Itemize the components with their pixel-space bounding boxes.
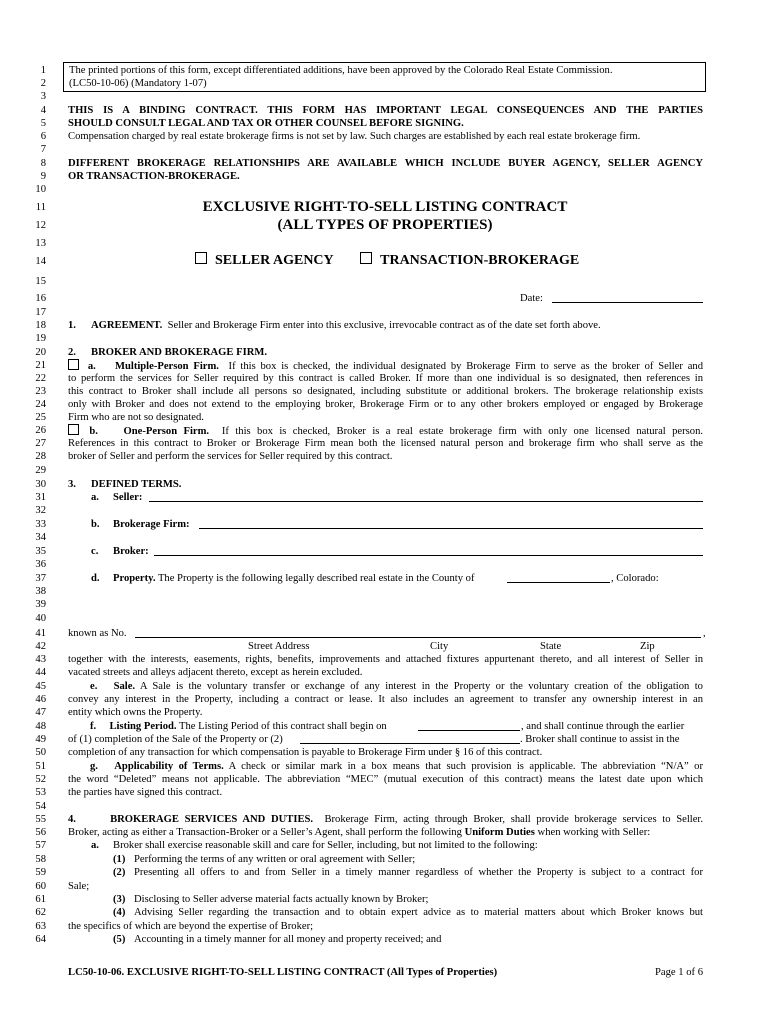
known-as-label: known as No.: [68, 628, 127, 639]
relationships-notice: DIFFERENT BROKERAGE RELATIONSHIPS ARE AVAILABLE WHICH INCLUDE BUYER AGENCY, SELLER AGENCY: [68, 158, 703, 169]
duty-2-text: Presenting all offers to and from Seller in a timely manner regardless of whether the Property is subject to a contract for: [134, 867, 703, 878]
line-number: 55: [35, 814, 46, 825]
line-number: 40: [35, 613, 46, 624]
street-address-caption: Street Address: [248, 641, 310, 652]
duty-5-num: (5): [113, 934, 126, 945]
line-number: 58: [35, 854, 46, 865]
s4-text-2c: when working with Seller:: [537, 827, 651, 838]
line-number: 51: [35, 761, 46, 772]
line-number: 64: [35, 934, 46, 945]
line-number: 19: [35, 333, 46, 344]
s3b-label: b.: [91, 519, 100, 530]
line-number: 34: [35, 532, 46, 543]
state-caption: State: [540, 641, 562, 652]
listing-period-text-b: , and shall continue through the earlier: [521, 721, 685, 732]
s4-text-2a: Broker, acting as either a Transaction-Broker or a Seller’s Agent, shall perform the following: [68, 827, 462, 838]
s4a-label: a.: [91, 840, 99, 851]
line-number: 7: [40, 144, 46, 155]
s3-number: 3.: [68, 479, 76, 490]
line-number: 25: [35, 412, 46, 423]
line-number: 24: [35, 399, 46, 410]
footer-form-title: LC50-10-06. EXCLUSIVE RIGHT-TO-SELL LISTING CONTRACT (All Types of Properties): [68, 967, 498, 978]
line-number: 54: [35, 801, 46, 812]
listing-end-field[interactable]: [300, 733, 520, 744]
binding-warning: THIS IS A BINDING CONTRACT. THIS FORM HAS IMPORTANT LEGAL CONSEQUENCES AND THE PARTIES: [68, 105, 703, 116]
seller-agency-checkbox[interactable]: [195, 252, 207, 264]
s2b-heading: One-Person Firm.: [123, 426, 210, 437]
contract-title: EXCLUSIVE RIGHT-TO-SELL LISTING CONTRACT: [202, 199, 568, 215]
s2a-text-4: only with Broker and does not extend to the employing broker, Brokerage Firm or to any other brokers employed or engaged by Brokerage: [68, 399, 703, 410]
line-number: 11: [35, 202, 46, 213]
s3e-label: e.: [90, 681, 98, 692]
seller-field[interactable]: [149, 491, 703, 502]
line-number: 39: [35, 599, 46, 610]
line-number: 50: [35, 747, 46, 758]
line-number: 27: [35, 438, 46, 449]
property-text: The Property is the following legally described real estate in the County of: [157, 573, 475, 584]
line-number: 32: [35, 505, 46, 516]
s4-text: Brokerage Firm, acting through Broker, shall provide brokerage services to Seller.: [324, 814, 704, 825]
s4-heading: BROKERAGE SERVICES AND DUTIES.: [110, 814, 314, 825]
property-interests-text: together with the interests, easements, rights, benefits, improvements and attached fixtures appurtenant thereto, and all interest of Seller in: [68, 654, 703, 665]
line-number: 56: [35, 827, 46, 838]
known-as-tail: ,: [703, 628, 706, 639]
sale-text: A Sale is the voluntary transfer or exchange of any interest in the Property or the voluntary creation of the obligation to: [139, 681, 703, 692]
line-number: 57: [35, 840, 46, 851]
s2a-label: a.: [87, 361, 96, 372]
transaction-brokerage-label: TRANSACTION-BROKERAGE: [380, 253, 580, 268]
line-number: 22: [35, 373, 46, 384]
listing-period-text-2a: of (1) completion of the Sale of the Property or (2): [68, 734, 283, 745]
line-number: 46: [35, 694, 46, 705]
seller-agency-label: SELLER AGENCY: [215, 253, 334, 268]
s2b-text-2: References in this contract to Broker or Brokerage Firm mean both the licensed natural person and brokerage firm who shall serve as the: [68, 438, 703, 449]
brokerage-firm-label: Brokerage Firm:: [113, 519, 190, 530]
line-number: 15: [35, 276, 46, 287]
property-tail: , Colorado:: [611, 573, 659, 584]
page-number: Page 1 of 6: [655, 967, 703, 978]
s1-text: Seller and Brokerage Firm enter into this exclusive, irrevocable contract as of the date set forth above.: [167, 320, 601, 331]
line-number: 44: [35, 667, 46, 678]
line-number: 30: [35, 479, 46, 490]
s2b-label: b.: [89, 426, 98, 437]
s4a-text: Broker shall exercise reasonable skill and care for Seller, including, but not limited to the following:: [113, 840, 538, 851]
line-number: 17: [35, 307, 46, 318]
line-number: 21: [35, 360, 46, 371]
compensation-note: Compensation charged by real estate brokerage firms is not set by law. Such charges are established by each real estate brokerage firm.: [68, 131, 641, 142]
s2a-text-5: Firm who are not so designated.: [68, 412, 204, 423]
line-number: 52: [35, 774, 46, 785]
s3d-label: d.: [91, 573, 100, 584]
duty-5-text: Accounting in a timely manner for all money and property received; and: [134, 934, 442, 945]
line-number: 59: [35, 867, 46, 878]
date-field[interactable]: [552, 292, 703, 303]
counsel-warning: SHOULD CONSULT LEGAL AND TAX OR OTHER COUNSEL BEFORE SIGNING.: [68, 118, 464, 129]
line-number: 6: [40, 131, 46, 142]
s4-number: 4.: [68, 814, 76, 825]
s2-heading: BROKER AND BROKERAGE FIRM.: [91, 347, 267, 358]
line-number: 48: [35, 721, 46, 732]
line-number: 20: [35, 347, 46, 358]
applicability-text-3: the parties have signed this contract.: [68, 787, 223, 798]
applicability-text: A check or similar mark in a box means that such provision is applicable. The abbreviation “N/A” or: [228, 761, 703, 772]
property-interests-text-2: vacated streets and alleys adjacent thereto, except as herein excluded.: [68, 667, 363, 678]
broker-label: Broker:: [113, 546, 149, 557]
line-number: 38: [35, 586, 46, 597]
line-number: 13: [35, 238, 46, 249]
applicability-heading: Applicability of Terms.: [114, 761, 224, 772]
s1-heading: AGREEMENT.: [91, 320, 163, 331]
line-number: 12: [35, 220, 46, 231]
listing-period-text-2b: . Broker shall continue to assist in the: [520, 734, 680, 745]
line-number: 31: [35, 492, 46, 503]
page-footer: [68, 966, 703, 979]
listing-period-text-3: completion of any transaction for which compensation is payable to Brokerage Firm under § 16 of this contract.: [68, 747, 543, 758]
line-number: 61: [35, 894, 46, 905]
line-number: 1: [40, 65, 46, 76]
brokerage-firm-field[interactable]: [199, 518, 703, 529]
contract-subtitle: (ALL TYPES OF PROPERTIES): [277, 217, 493, 233]
relationships-notice-cont: OR TRANSACTION-BROKERAGE.: [68, 171, 240, 182]
sale-text-2: convey any interest in the Property, including a contract or lease. It also includes an agreement to transfer any ownership interest in an: [68, 694, 703, 705]
s2a-text: If this box is checked, the individual designated by Brokerage Firm to serve as the broker of Seller and: [228, 361, 704, 372]
zip-caption: Zip: [640, 641, 655, 652]
s2a-text-3: this contract to Broker shall include all persons so designated, including substitute or additional brokers. The brokerage relationship exists: [68, 386, 703, 397]
line-number: 42: [35, 641, 46, 652]
line-number: 35: [35, 546, 46, 557]
line-number: 18: [35, 320, 46, 331]
line-number: 33: [35, 519, 46, 530]
agency-options: [195, 252, 579, 267]
duty-3-text: Disclosing to Seller adverse material facts actually known by Broker;: [134, 894, 429, 905]
line-number: 47: [35, 707, 46, 718]
line-number: 23: [35, 386, 46, 397]
duty-1-num: (1): [113, 854, 126, 865]
applicability-text-2: the word “Deleted” means not applicable. The abbreviation “MEC” (mutual execution of this contract) means the latest date upon which: [68, 774, 703, 785]
line-number: 53: [35, 787, 46, 798]
s2b-text: If this box is checked, Broker is a real estate brokerage firm with only one licensed natural person.: [221, 426, 704, 437]
s2a-text-2: to perform the services for Seller required by this contract is called Broker. If more than one individual is so designated, then references in: [68, 373, 703, 384]
line-number: 5: [40, 118, 46, 129]
duty-1-text: Performing the terms of any written or oral agreement with Seller;: [134, 854, 416, 865]
listing-period-text: The Listing Period of this contract shall begin on: [179, 721, 387, 732]
city-caption: City: [430, 641, 449, 652]
sale-heading: Sale.: [113, 681, 136, 692]
broker-field[interactable]: [154, 545, 703, 556]
listing-period-heading: Listing Period.: [109, 721, 177, 732]
line-number: 62: [35, 907, 46, 918]
uniform-duties: Uniform Duties: [464, 827, 535, 838]
duty-2-num: (2): [113, 867, 126, 878]
line-number: 14: [35, 256, 46, 267]
line-number: 29: [35, 465, 46, 476]
duty-2-cont: Sale;: [68, 881, 90, 892]
s3f-label: f.: [90, 721, 97, 732]
line-number: 4: [40, 105, 46, 116]
line-number: 8: [40, 158, 46, 169]
sale-text-3: entity which owns the Property.: [68, 707, 203, 718]
line-number: 36: [35, 559, 46, 570]
known-as-field[interactable]: [135, 627, 701, 638]
line-number: 37: [35, 573, 46, 584]
line-number: 9: [40, 171, 46, 182]
duty-4-num: (4): [113, 907, 126, 918]
line-number: 26: [35, 425, 46, 436]
duty-4-cont: the specifics of which are beyond the expertise of Broker;: [68, 921, 314, 932]
transaction-brokerage-checkbox[interactable]: [360, 252, 372, 264]
line-number: 3: [40, 91, 46, 102]
line-number: 60: [35, 881, 46, 892]
commission-notice: The printed portions of this form, except differentiated additions, have been approved by the Colorado Real Estate Commission.: [69, 65, 613, 76]
duty-4-text: Advising Seller regarding the transaction and to obtain expert advice as to material matters about which Broker knows but: [134, 907, 703, 918]
s2a-heading: Multiple-Person Firm.: [114, 361, 219, 372]
line-number: 16: [35, 293, 46, 304]
s1-number: 1.: [68, 320, 76, 331]
s2b-text-3: broker of Seller and perform the services for Seller required by this contract.: [68, 451, 393, 462]
seller-label: Seller:: [113, 492, 143, 503]
s3a-label: a.: [91, 492, 99, 503]
line-number: 41: [35, 628, 46, 639]
listing-begin-field[interactable]: [418, 720, 520, 731]
date-label: Date:: [520, 293, 543, 304]
line-number: 43: [35, 654, 46, 665]
s2-number: 2.: [68, 347, 76, 358]
property-heading: Property.: [113, 573, 156, 584]
line-number: 49: [35, 734, 46, 745]
s3g-label: g.: [90, 761, 98, 772]
line-number: 10: [35, 184, 46, 195]
form-code: (LC50-10-06) (Mandatory 1-07): [69, 78, 207, 89]
s3-heading: DEFINED TERMS.: [91, 479, 182, 490]
duty-3-num: (3): [113, 894, 126, 905]
line-number: 28: [35, 451, 46, 462]
s3c-label: c.: [91, 546, 99, 557]
multi-person-firm-checkbox[interactable]: [68, 359, 79, 370]
line-number: 63: [35, 921, 46, 932]
line-number: 2: [40, 78, 46, 89]
one-person-firm-checkbox[interactable]: [68, 424, 79, 435]
line-number: 45: [35, 681, 46, 692]
county-field[interactable]: [507, 572, 610, 583]
